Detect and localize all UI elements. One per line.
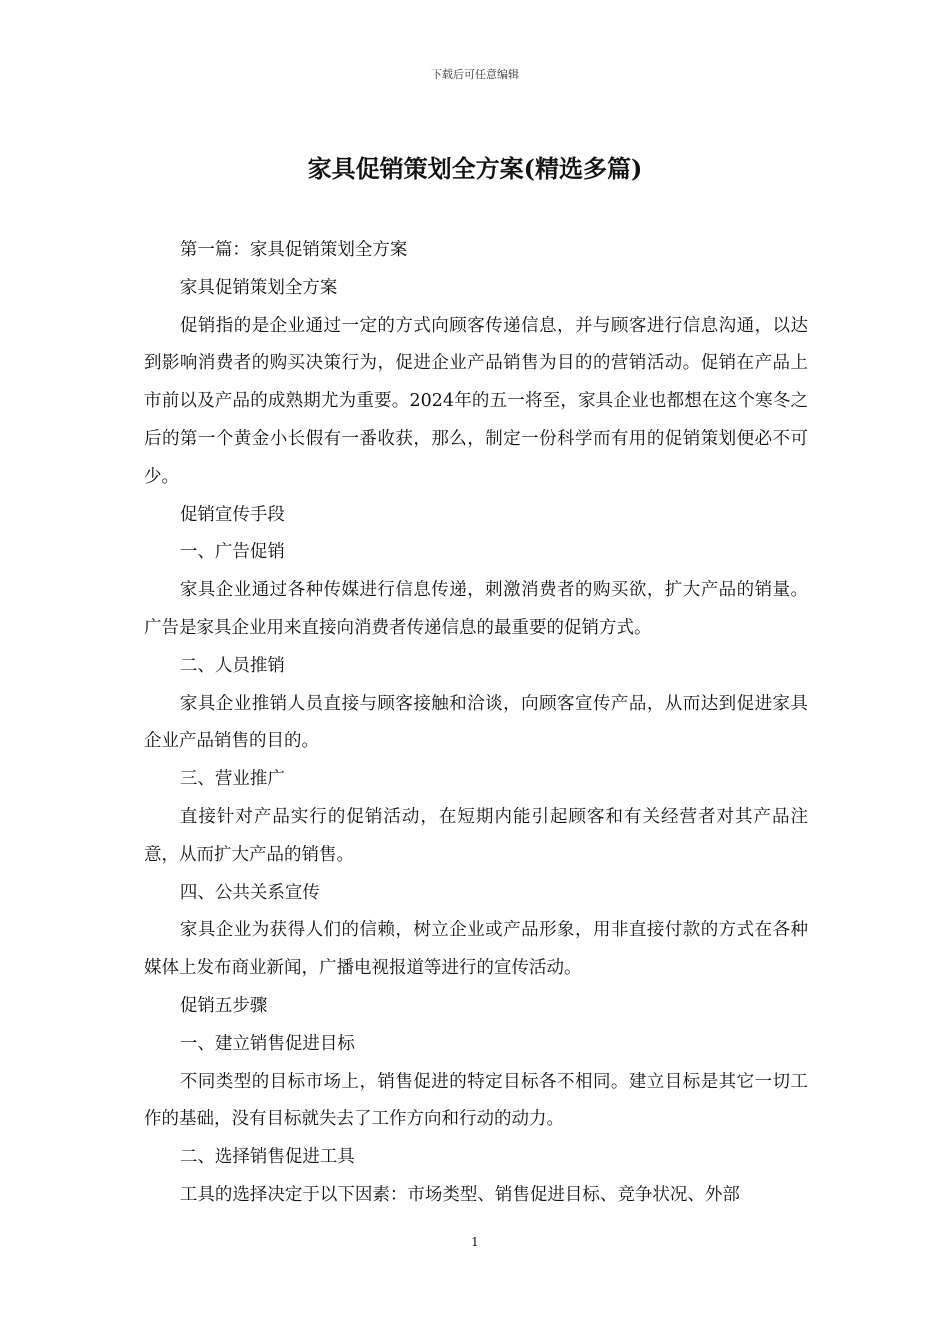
body-paragraph: 促销指的是企业通过一定的方式向顾客传递信息，并与顾客进行信息沟通，以达到影响消费者的购买决策行为，促进企业产品销售为目的的营销活动。促销在产品上市前以及产品的成熟期尤为重要。2024年的五一将至，家具企业也都想在这个寒冬之后的第一个黄金小长假有一番收获，那么，制定一份科学而有用的促销策划便必不可少。 bbox=[144, 315, 808, 487]
subheading: 促销宣传手段 bbox=[179, 504, 285, 525]
subheading: 家具促销策划全方案 bbox=[179, 277, 338, 298]
list-heading: 二、人员推销 bbox=[179, 655, 285, 676]
list-heading: 一、广告促销 bbox=[179, 542, 285, 563]
list-heading: 二、选择销售促进工具 bbox=[179, 1147, 355, 1168]
list-heading: 三、营业推广 bbox=[179, 769, 285, 790]
section-heading: 第一篇：家具促销策划全方案 bbox=[179, 240, 408, 260]
list-heading: 一、建立销售促进目标 bbox=[179, 1033, 355, 1054]
subheading: 促销五步骤 bbox=[179, 995, 268, 1016]
document-title: 家具促销策划全方案(精选多篇) bbox=[307, 154, 643, 183]
document-body bbox=[144, 232, 808, 1215]
body-paragraph: 不同类型的目标市场上，销售促进的特定目标各不相同。建立目标是其它一切工作的基础，没有目标就失去了工作方向和行动的动力。 bbox=[144, 1071, 808, 1130]
body-paragraph: 工具的选择决定于以下因素：市场类型、销售促进目标、竞争状况、外部 bbox=[179, 1184, 740, 1205]
list-heading: 四、公共关系宣传 bbox=[179, 882, 320, 903]
body-paragraph: 家具企业为获得人们的信赖，树立企业或产品形象，用非直接付款的方式在各种媒体上发布商业新闻，广播电视报道等进行的宣传活动。 bbox=[144, 920, 808, 979]
body-paragraph: 家具企业通过各种传媒进行信息传递，刺激消费者的购买欲，扩大产品的销量。广告是家具企业用来直接向消费者传递信息的最重要的促销方式。 bbox=[144, 580, 808, 638]
page-number: 1 bbox=[471, 1235, 479, 1249]
body-paragraph: 家具企业推销人员直接与顾客接触和洽谈，向顾客宣传产品，从而达到促进家具企业产品销售的目的。 bbox=[144, 693, 808, 752]
header-note: 下载后可任意编辑 bbox=[431, 68, 519, 81]
body-paragraph: 直接针对产品实行的促销活动，在短期内能引起顾客和有关经营者对其产品注意，从而扩大产品的销售。 bbox=[144, 806, 808, 865]
